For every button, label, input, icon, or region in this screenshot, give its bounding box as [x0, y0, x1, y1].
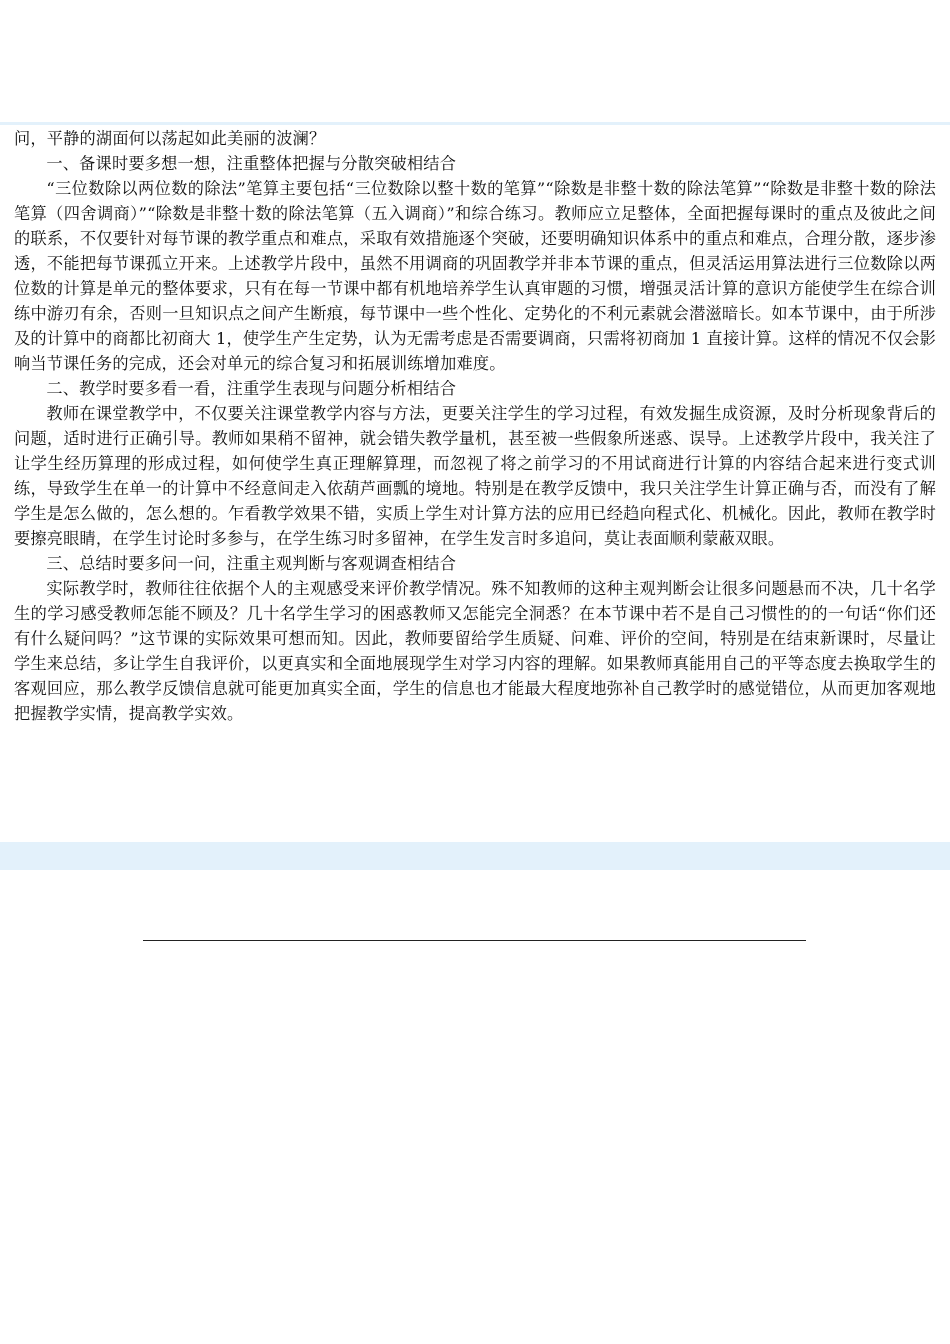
continuation-line: 问，平静的湖面何以荡起如此美丽的波澜？: [14, 129, 326, 148]
footer-rule: [143, 940, 806, 941]
section-heading-3: 三、总结时要多问一问，注重主观判断与客观调查相结合: [46, 554, 457, 573]
header-divider: [0, 122, 950, 125]
section-heading-1: 一、备课时要多想一想，注重整体把握与分散突破相结合: [46, 154, 457, 173]
section-heading-2: 二、教学时要多看一看，注重学生表现与问题分析相结合: [46, 379, 457, 398]
footer-band: [0, 842, 950, 870]
body-paragraph-1: “三位数除以两位数的除法”笔算主要包括“三位数除以整十数的笔算”“除数是非整十数的除法笔算”“除数是非整十数的除法笔算（四舍调商）”“除数是非整十数的除法笔算（五入调商）”和综合练习。教师应立足整体，全面把握每课时的重点及彼此之间的联系，不仅要针对每节课的教学重点和难点，采取有效措施逐个突破，还要明确知识体系中的重点和难点，合理分散，逐步渗透，不能把每节课孤立开来。上述教学片段中，虽然不用调商的巩固教学并非本节课的重点，但灵活运用算法进行三位数除以两位数的计算是单元的整体要求，只有在每一节课中都有机地培养学生认真审题的习惯，增强灵活计算的意识方能使学生在综合训练中游刃有余，否则一旦知识点之间产生断痕，每节课中一些个性化、定势化的不利元素就会潜滋暗长。如本节课中，由于所涉及的计算中的商都比初商大 1，使学生产生定势，认为无需考虑是否需要调商，只需将初商加 1 直接计算。这样的情况不仅会影响当节课任务的完成，还会对单元的综合复习和拓展训练增加难度。: [14, 179, 936, 373]
body-paragraph-2: 教师在课堂教学中，不仅要关注课堂教学内容与方法，更要关注学生的学习过程，有效发掘生成资源，及时分析现象背后的问题，适时进行正确引导。教师如果稍不留神，就会错失教学量机，甚至被一些假象所迷惑、误导。上述教学片段中，我关注了让学生经历算理的形成过程，如何使学生真正理解算理，而忽视了将之前学习的不用试商进行计算的内容结合起来进行变式训练，导致学生在单一的计算中不经意间走入依葫芦画瓢的境地。特别是在教学反馈中，我只关注学生计算正确与否，而没有了解学生是怎么做的，怎么想的。乍看教学效果不错，实质上学生对计算方法的应用已经趋向程式化、机械化。因此，教师在教学时要擦亮眼睛，在学生讨论时多参与，在学生练习时多留神，在学生发言时多追问，莫让表面顺利蒙蔽双眼。: [14, 404, 936, 548]
body-paragraph-3: 实际教学时，教师往往依据个人的主观感受来评价教学情况。殊不知教师的这种主观判断会让很多问题悬而不决，几十名学生的学习感受教师怎能不顾及？几十名学生学习的困惑教师又怎能完全洞悉？在本节课中若不是自己习惯性的的一句话“你们还有什么疑问吗？”这节课的实际效果可想而知。因此，教师要留给学生质疑、问难、评价的空间，特别是在结束新课时，尽量让学生来总结，多让学生自我评价，以更真实和全面地展现学生对学习内容的理解。如果教师真能用自己的平等态度去换取学生的客观回应，那么教学反馈信息就可能更加真实全面，学生的信息也才能最大程度地弥补自己教学时的感觉错位，从而更加客观地把握教学实情，提高教学实效。: [14, 579, 936, 723]
document-body: [14, 126, 936, 726]
